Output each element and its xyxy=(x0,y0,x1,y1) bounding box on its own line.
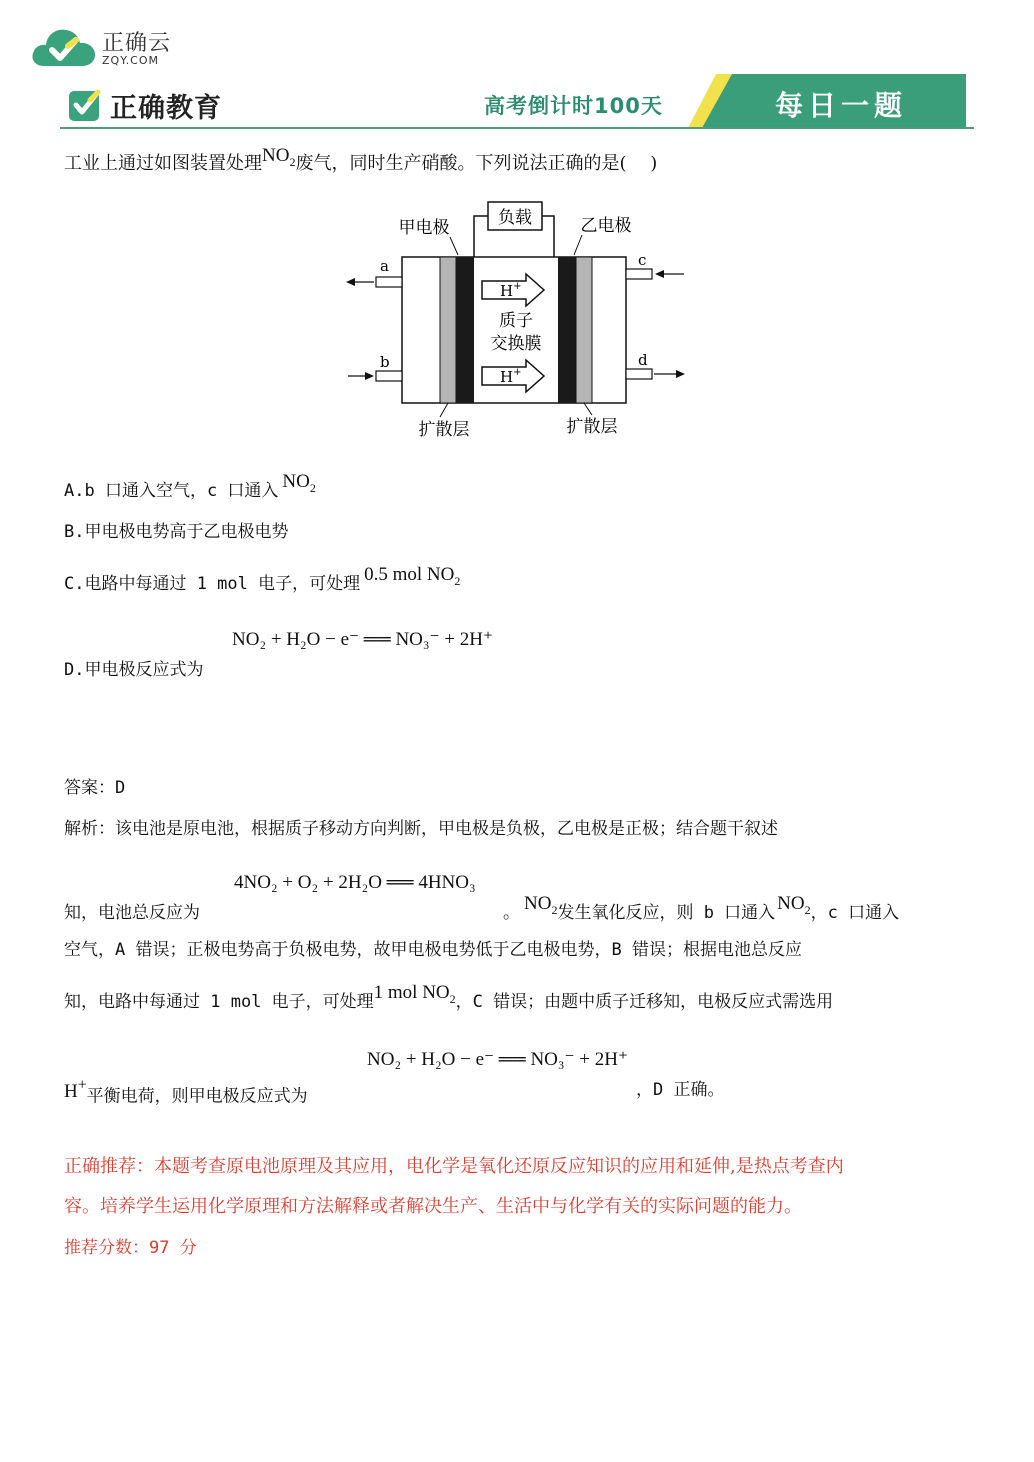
membrane-label-2: 交换膜 xyxy=(490,334,542,354)
option-b xyxy=(64,520,288,544)
total-reaction-formula: 4NO₂ + O₂ + 2H₂O ══ 4HNO₃ xyxy=(234,872,476,893)
banner-title: 每日一题 xyxy=(775,89,908,122)
analysis-line-2: 知，电池总反应为 xyxy=(64,903,200,923)
port-b xyxy=(376,371,402,381)
proton-label-2: H+ xyxy=(500,367,522,386)
load-label: 负载 xyxy=(498,208,532,228)
analysis-line-4: 知，电路中每通过 1 mol 电子，可处理1 mol $NO_2$，C 错误；由题中质子迁移知，电极反应式需选用 xyxy=(64,982,834,1012)
logo-english-text: ZQY.COM xyxy=(102,54,160,67)
port-b-label: b xyxy=(380,353,390,371)
port-a-label: a xyxy=(380,257,389,275)
left-electrode xyxy=(456,257,474,403)
zqy-logo xyxy=(30,22,180,74)
analysis-line-3: 空气，A 错误；正极电势高于负极电势，故甲电极电势低于乙电极电势，B 错误；根据电池总反应 xyxy=(64,940,802,960)
brand xyxy=(68,84,222,126)
logo-chinese-text: 正确云 xyxy=(102,31,172,56)
cloud-check-icon xyxy=(30,22,100,72)
right-electrode-label: 乙电极 xyxy=(580,216,632,236)
header-divider xyxy=(60,127,974,129)
left-diffusion-label: 扩散层 xyxy=(418,420,470,440)
option-c-formula: 0.5 mol $NO_2$ xyxy=(364,564,461,588)
option-d-text: D.甲电极反应式为 xyxy=(64,660,204,680)
anode-reaction-formula: NO₂ + H₂O − e⁻ ══ NO₃⁻ + 2H⁺ xyxy=(367,1049,629,1070)
option-a-formula: $NO_2$ xyxy=(282,471,316,495)
check-badge-icon xyxy=(68,88,102,122)
option-c-text: C.电路中每通过 1 mol 电子，可处理 xyxy=(64,574,361,594)
right-electrode xyxy=(558,257,576,403)
port-d xyxy=(626,369,652,379)
option-d xyxy=(64,658,203,682)
stem-formula: $NO_2$ xyxy=(262,145,296,169)
fuel-cell-diagram xyxy=(340,195,700,445)
stem-after: 废气，同时生产硝酸。下列说法正确的是( ) xyxy=(295,153,658,174)
right-diffusion-layer xyxy=(576,257,592,403)
recommend-line-1: 正确推荐：本题考查原电池原理及其应用，电化学是氧化还原反应知识的应用和延伸,是热点考查内 xyxy=(64,1156,844,1177)
analysis-line-2-continued: 。 $NO_2$发生氧化反应，则 b 口通入 $NO_2$，c 口通入 xyxy=(503,893,900,923)
recommend-score: 推荐分数：97 分 xyxy=(64,1238,197,1258)
membrane-label-1: 质子 xyxy=(499,311,533,331)
port-c-label: c xyxy=(638,251,647,269)
port-c xyxy=(626,269,652,279)
analysis-line-5-end: ，D 正确。 xyxy=(636,1080,725,1100)
option-a xyxy=(64,471,316,509)
stem-before: 工业上通过如图装置处理 xyxy=(64,153,262,174)
left-electrode-label: 甲电极 xyxy=(398,218,450,238)
left-diffusion-layer xyxy=(440,257,456,403)
option-c xyxy=(64,564,461,602)
port-a xyxy=(376,277,402,287)
recommend-line-2: 容。培养学生运用化学原理和方法解释或者解决生产、生活中与化学有关的实际问题的能力。 xyxy=(64,1196,802,1217)
analysis-line-5: H+平衡电荷，则甲电极反应式为 xyxy=(64,1077,308,1107)
answer-label: 答案：D xyxy=(64,778,126,798)
brand-name: 正确教育 xyxy=(110,92,222,124)
option-a-text: A.b 口通入空气，c 口通入 xyxy=(64,481,279,501)
right-diffusion-label: 扩散层 xyxy=(566,417,618,437)
analysis-line-1: 解析：该电池是原电池，根据质子移动方向判断，甲电极是负极，乙电极是正极；结合题干叙述 xyxy=(64,819,778,839)
question-stem xyxy=(64,145,658,182)
option-d-formula: NO₂ + H₂O − e⁻ ══ NO₃⁻ + 2H⁺ xyxy=(232,629,494,650)
proton-label-1: H+ xyxy=(500,281,522,300)
option-b-text: B.甲电极电势高于乙电极电势 xyxy=(64,522,289,542)
port-d-label: d xyxy=(638,351,648,369)
countdown-text: 高考倒计时100天 xyxy=(484,94,663,118)
